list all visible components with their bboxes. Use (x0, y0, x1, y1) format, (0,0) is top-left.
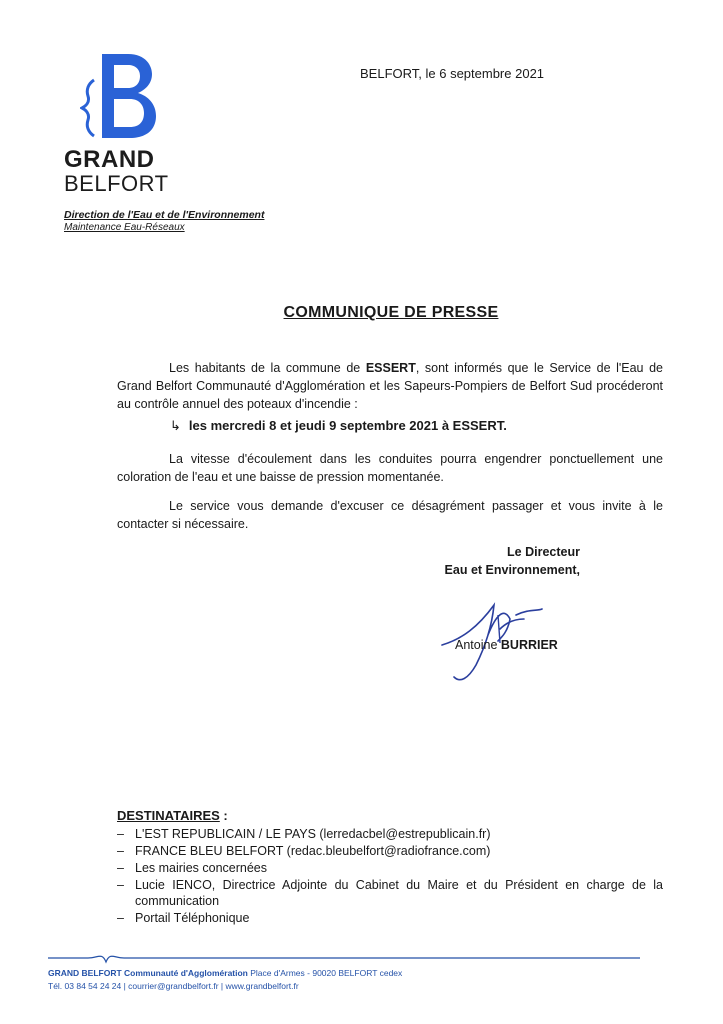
footer-org: GRAND BELFORT Communauté d'Agglomération (48, 968, 248, 978)
logo-text-belfort: BELFORT (64, 171, 169, 196)
list-item: – Lucie IENCO, Directrice Adjointe du Cabinet du Maire et du Président en charge de la communication (117, 877, 663, 909)
date-place: BELFORT, le 6 septembre 2021 (360, 66, 545, 81)
handwritten-signature-icon (438, 585, 548, 685)
document-title: COMMUNIQUE DE PRESSE (283, 304, 499, 321)
intervention-dates (170, 418, 507, 434)
recipients-label-colon: : (219, 808, 228, 823)
list-item: – L'EST REPUBLICAIN / LE PAYS (lerredacbel@estrepublicain.fr) (117, 826, 663, 842)
footer-contact: Tél. 03 84 54 24 24 | courrier@grandbelfort.fr | www.grandbelfort.fr (48, 981, 299, 991)
grand-belfort-logo-icon (80, 50, 160, 142)
signatory-last-name: BURRIER (500, 638, 558, 652)
footer-divider (48, 950, 640, 964)
signatory-title-line2: Eau et Environnement, (444, 563, 580, 577)
intro-text-before: Les habitants de la commune de (169, 361, 366, 375)
list-item: – FRANCE BLEU BELFORT (redac.bleubelfort@radiofrance.com) (117, 843, 663, 859)
list-item: – Les mairies concernées (117, 860, 663, 876)
commune-name: ESSERT (365, 361, 416, 375)
paragraph-effects: La vitesse d'écoulement dans les conduites pourra engendrer ponctuellement une coloration de l'eau et une baisse de pression momentanée. (117, 452, 663, 484)
signatory-first-name: Antoine (455, 638, 498, 652)
footer-address (48, 968, 402, 978)
recipients-heading (117, 808, 228, 823)
intro-text-after: , sont informés que le Service de l'Eau de Grand Belfort Communauté d'Agglomération et les Sapeurs-Pompiers de Belfort Sud procéderont au contrôle annuel des poteaux d'incendie : (117, 361, 663, 411)
subdepartment-name: Maintenance Eau-Réseaux (64, 222, 185, 233)
list-item: – Portail Téléphonique (117, 910, 663, 926)
intervention-dates-text: les mercredi 8 et jeudi 9 septembre 2021 à ESSERT. (188, 418, 507, 433)
signatory-title (440, 543, 580, 579)
paragraph-apology: Le service vous demande d'excuser ce désagrément passager et vous invite à le contacter si nécessaire. (117, 499, 663, 531)
signatory-name (455, 638, 558, 652)
department-name: Direction de l'Eau et de l'Environnement (64, 209, 265, 221)
arrow-right-icon: ↳ (170, 418, 181, 433)
recipients-label: DESTINATAIRES (117, 808, 220, 823)
signatory-title-line1: Le Directeur (507, 545, 580, 559)
logo-text-grand: GRAND (64, 146, 155, 173)
footer-address-text: Place d'Armes - 90020 BELFORT cedex (247, 968, 403, 978)
recipients-list (117, 826, 663, 927)
paragraph-intro (117, 359, 663, 413)
